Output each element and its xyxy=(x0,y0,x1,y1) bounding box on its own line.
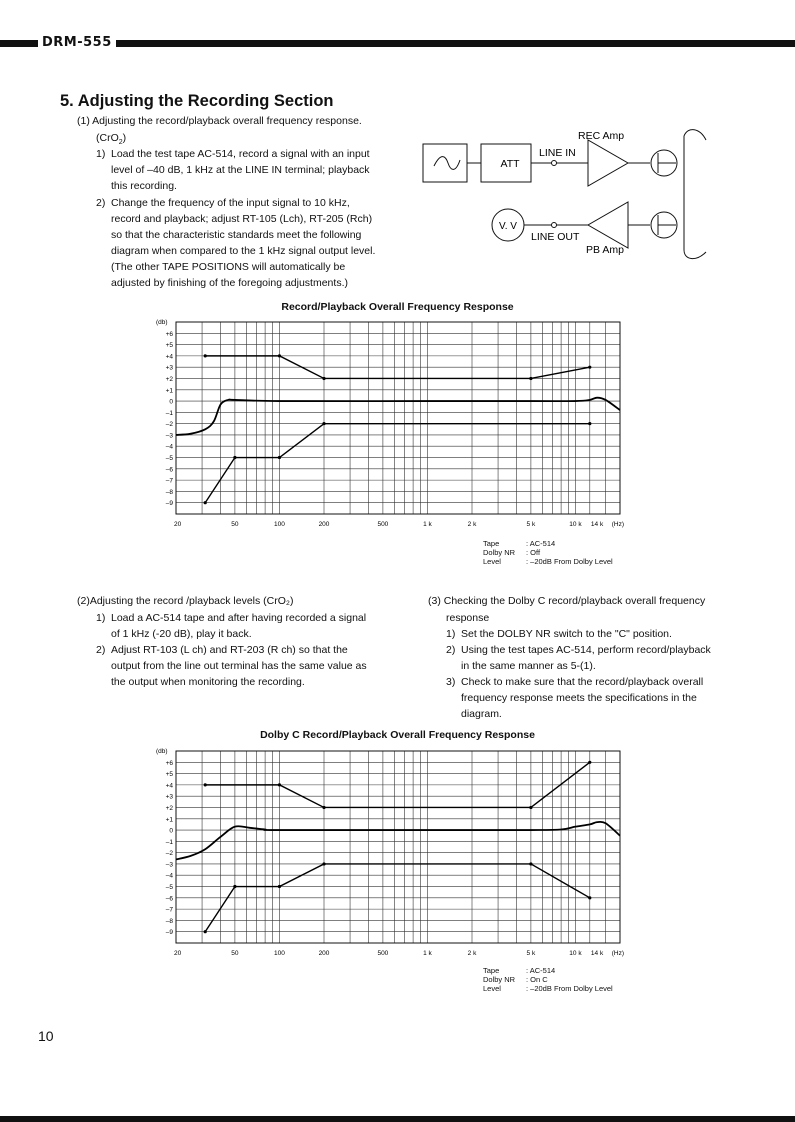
chart2-point-lower-limit xyxy=(233,885,236,888)
chart2-xtick: 2 k xyxy=(467,950,477,957)
oscillator-box xyxy=(423,144,467,182)
chart1-series-response xyxy=(176,398,620,435)
item3-step2-line-2: in the same manner as 5-(1). xyxy=(461,660,596,672)
item3-step3-line-3: diagram. xyxy=(461,708,502,720)
chart2-point-upper-limit xyxy=(322,806,325,809)
item1-step2-line-3: so that the characteristic standards meet the following xyxy=(111,229,362,241)
att-label: ATT xyxy=(500,158,520,170)
chart1-point-lower-limit xyxy=(588,422,591,425)
item3-step1-line-1: Set the DOLBY NR switch to the "C" position. xyxy=(461,628,672,640)
item2-step1-line-2: of 1 kHz (-20 dB), play it back. xyxy=(111,628,252,640)
meter-label: V. V xyxy=(499,221,517,232)
chart1-svg xyxy=(140,314,640,540)
chart1-xtick: 200 xyxy=(318,521,330,528)
chart1-xtick: 100 xyxy=(274,521,285,528)
line-in-terminal xyxy=(552,161,557,166)
chart2-ytick: –6 xyxy=(165,895,173,903)
item2-heading: (2)Adjusting the record /playback levels (CrO₂) xyxy=(77,595,294,607)
item1-step2-line-2: record and playback; adjust RT-105 (Lch), RT-205 (Rch) xyxy=(111,213,373,225)
chart1-xtick: 500 xyxy=(377,521,389,528)
line-in-label: LINE IN xyxy=(539,147,576,159)
chart1-ytick: +2 xyxy=(165,375,173,383)
chart2-spec-tape-value: : AC-514 xyxy=(526,966,556,975)
chart2-xtick: 14 k xyxy=(590,950,604,957)
chart1-ytick: –6 xyxy=(165,466,173,474)
chart1-ytick: +4 xyxy=(165,353,173,361)
chart2-ytick: –4 xyxy=(165,872,173,880)
chart2-spec-level-value: : –20dB From Dolby Level xyxy=(526,984,613,993)
chart1-ytick: –4 xyxy=(165,443,173,451)
chart1-spec-level-value: : –20dB From Dolby Level xyxy=(526,557,613,566)
chart1-ytick: –3 xyxy=(165,432,173,440)
chart2-xtick: 500 xyxy=(377,950,389,957)
line-out-terminal xyxy=(552,223,557,228)
chart2-ytick: +3 xyxy=(165,793,173,801)
item2-step2-line-3: the output when monitoring the recording. xyxy=(111,676,305,688)
chart1-ytick: 0 xyxy=(169,398,173,406)
chart2-ytick: –5 xyxy=(165,884,173,892)
item2-step1-num: 1) xyxy=(96,612,106,624)
chart2-point-lower-limit xyxy=(588,896,591,899)
item3-step1-num: 1) xyxy=(446,628,456,640)
chart2-point-upper-limit xyxy=(204,783,207,786)
item1-step2-line-5: (The other TAPE POSITIONS will automatically be xyxy=(111,261,346,273)
rec-amp-label: REC Amp xyxy=(578,130,625,142)
chart2-xtick: 1 k xyxy=(423,950,432,957)
chart1-ytick: +3 xyxy=(165,364,173,372)
chart1-xtick: 5 k xyxy=(526,521,536,528)
chart1-xtick: 50 xyxy=(231,521,239,528)
block-diagram xyxy=(418,122,718,272)
chart1-xtick: (Hz) xyxy=(611,521,624,528)
chart2-xtick: 200 xyxy=(318,950,330,957)
item1-step2-line-4: diagram when compared to the 1 kHz signal output level. xyxy=(111,245,376,257)
item1-step1-line-2: level of –40 dB, 1 kHz at the LINE IN terminal; playback xyxy=(111,164,370,176)
chart2-ylabel: (db) xyxy=(156,748,168,755)
chart1-spec-level-label: Level xyxy=(483,557,501,566)
chart2-frame xyxy=(176,751,620,943)
item2-step1-line-1: Load a AC-514 tape and after having recorded a signal xyxy=(111,612,367,624)
item3-heading-line-2: response xyxy=(446,612,490,624)
chart2-grid xyxy=(176,751,620,943)
chart1-ylabel: (db) xyxy=(156,319,168,326)
bottom-bar xyxy=(0,1116,795,1122)
chart1-ytick: –2 xyxy=(165,421,173,429)
chart2-spec-dolby-value: : On C xyxy=(526,975,548,984)
chart2-xtick: 50 xyxy=(231,950,239,957)
chart1-xtick: 14 k xyxy=(590,521,604,528)
section-title: 5. Adjusting the Recording Section xyxy=(60,92,334,110)
pb-amp-label: PB Amp xyxy=(586,244,624,256)
chart2-point-upper-limit xyxy=(588,761,591,764)
chart2-xtick: (Hz) xyxy=(611,950,624,957)
chart2-point-lower-limit xyxy=(322,862,325,865)
item1-heading: (1) Adjusting the record/playback overall frequency response. xyxy=(77,115,362,127)
rec-amp-triangle xyxy=(588,140,628,186)
page-number: 10 xyxy=(38,1028,54,1044)
item3-step2-line-1: Using the test tapes AC-514, perform record/playback xyxy=(461,644,711,656)
chart2-spec-tape-label: Tape xyxy=(483,966,500,975)
chart2-xtick: 10 k xyxy=(569,950,582,957)
chart1-series-lower-limit xyxy=(205,424,590,503)
item1-step2-line-6: adjusted by finishing of the foregoing adjustments.) xyxy=(111,277,348,289)
chart1-xtick: 1 k xyxy=(423,521,432,528)
item1-step1-num: 1) xyxy=(96,148,106,160)
chart2-xtick: 100 xyxy=(274,950,285,957)
chart1-ytick: –9 xyxy=(165,500,173,508)
chart2-spec-level-label: Level xyxy=(483,984,501,993)
chart1-spec-dolby-label: Dolby NR xyxy=(483,548,516,557)
chart1-spec-tape-value: : AC-514 xyxy=(526,539,556,548)
chart2-ytick: +1 xyxy=(165,816,173,824)
item3-step3-num: 3) xyxy=(446,676,456,688)
chart1-ytick: +1 xyxy=(165,387,173,395)
item1-step1-line-1: Load the test tape AC-514, record a signal with an input xyxy=(111,148,370,160)
chart1-ytick: +6 xyxy=(165,330,173,338)
chart1-spec-dolby-value: : Off xyxy=(526,548,541,557)
chart1-point-lower-limit xyxy=(278,456,281,459)
chart1-point-lower-limit xyxy=(204,501,207,504)
chart2-point-lower-limit xyxy=(204,930,207,933)
chart1-point-upper-limit xyxy=(322,377,325,380)
pb-amp-triangle xyxy=(588,202,628,248)
chart1-point-upper-limit xyxy=(529,377,532,380)
chart2-ytick: –7 xyxy=(165,906,173,914)
chart1-point-upper-limit xyxy=(204,354,207,357)
chart2-ytick: –2 xyxy=(165,850,173,858)
chart2-xtick: 5 k xyxy=(526,950,536,957)
chart1-ytick: –7 xyxy=(165,477,173,485)
header-bar xyxy=(0,40,795,47)
item1-step2-line-1: Change the frequency of the input signal to 10 kHz, xyxy=(111,197,350,209)
header-model: DRM-555 xyxy=(38,35,116,50)
item2-step2-num: 2) xyxy=(96,644,106,656)
item2-step2-line-2: output from the line out terminal has the same value as xyxy=(111,660,367,672)
chart2-ytick: –1 xyxy=(165,838,173,846)
chart2-ytick: +6 xyxy=(165,759,173,767)
chart1-spec-tape-label: Tape xyxy=(483,539,500,548)
chart2-svg xyxy=(140,743,640,968)
chart2-ytick: +5 xyxy=(165,771,173,779)
chart1-point-upper-limit xyxy=(278,354,281,357)
item1-tape: (CrO$_2$) xyxy=(96,132,127,147)
item1-step1-line-3: this recording. xyxy=(111,180,177,192)
item3-step3-line-1: Check to make sure that the record/playback overall xyxy=(461,676,704,688)
chart1-xtick: 20 xyxy=(174,521,182,528)
chart1-ytick: –8 xyxy=(165,488,173,496)
chart2-point-upper-limit xyxy=(278,783,281,786)
oscillator-wave-icon xyxy=(434,157,460,170)
chart1-specs xyxy=(483,539,613,566)
chart2-ytick: 0 xyxy=(169,827,173,835)
chart1-ytick: +5 xyxy=(165,342,173,350)
chart2-point-lower-limit xyxy=(529,862,532,865)
chart2-series-response xyxy=(176,822,620,860)
chart2-xtick: 20 xyxy=(174,950,182,957)
chart1-ytick: –5 xyxy=(165,455,173,463)
chart1-point-upper-limit xyxy=(588,366,591,369)
item3-heading-line-1: (3) Checking the Dolby C record/playback overall frequency xyxy=(428,595,706,607)
chart2-spec-dolby-label: Dolby NR xyxy=(483,975,516,984)
chart1-ytick: –1 xyxy=(165,409,173,417)
item2-step2-line-1: Adjust RT-103 (L ch) and RT-203 (R ch) so that the xyxy=(111,644,348,656)
chart1-point-lower-limit xyxy=(322,422,325,425)
chart2-ytick: +4 xyxy=(165,782,173,790)
chart1-xtick: 10 k xyxy=(569,521,582,528)
chart2-ytick: –8 xyxy=(165,917,173,925)
chart1-xtick: 2 k xyxy=(467,521,477,528)
chart2-title: Dolby C Record/Playback Overall Frequency Response xyxy=(260,729,535,741)
item1-step2-num: 2) xyxy=(96,197,106,209)
chart1-grid xyxy=(176,322,620,514)
item3-step2-num: 2) xyxy=(446,644,456,656)
chart2-specs xyxy=(483,966,613,993)
chart2-ytick: –3 xyxy=(165,861,173,869)
chart1-title: Record/Playback Overall Frequency Response xyxy=(281,301,514,313)
chart1-frame xyxy=(176,322,620,514)
chart2-ytick: –9 xyxy=(165,929,173,937)
chart2-point-lower-limit xyxy=(278,885,281,888)
item3-step3-line-2: frequency response meets the specifications in the xyxy=(461,692,697,704)
chart2-ytick: +2 xyxy=(165,804,173,812)
chart1-point-lower-limit xyxy=(233,456,236,459)
line-out-label: LINE OUT xyxy=(531,231,580,243)
chart2-point-upper-limit xyxy=(529,806,532,809)
tape-path-curve xyxy=(684,130,706,259)
